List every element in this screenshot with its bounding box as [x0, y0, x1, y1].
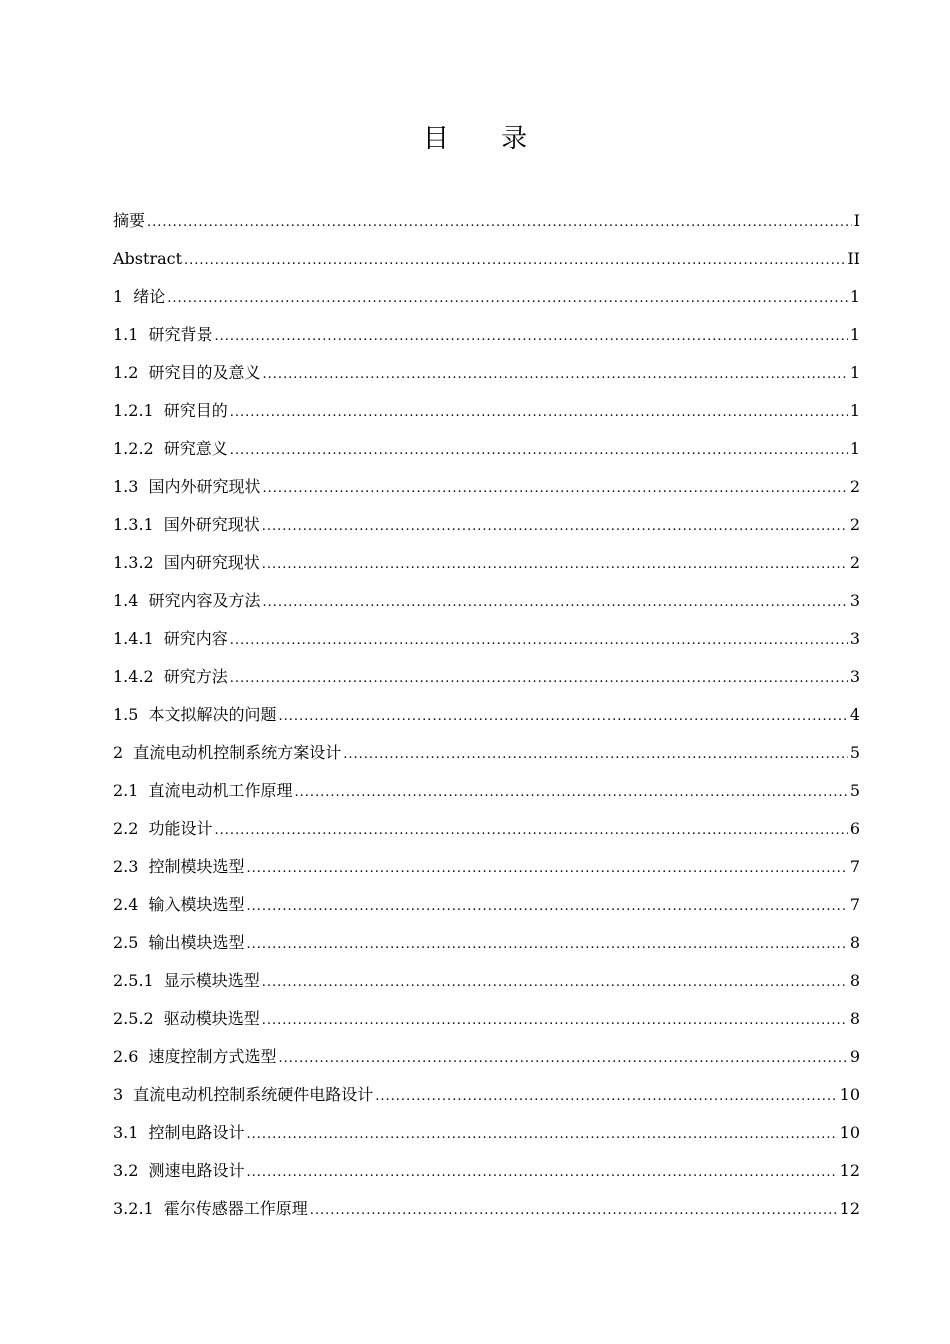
- dot-leader: [214, 318, 847, 356]
- toc-entry-title: 研究目的及意义: [148, 363, 261, 382]
- dot-leader: [246, 1116, 837, 1154]
- toc-entry-number: 2.5: [113, 933, 139, 952]
- toc-entry[interactable]: [113, 354, 860, 392]
- toc-entry-number: 1.2.2: [113, 439, 154, 458]
- toc-entry-title: 研究目的: [163, 401, 228, 420]
- dot-leader: [278, 698, 847, 736]
- toc-entry-title: 国外研究现状: [163, 515, 260, 534]
- dot-leader: [294, 774, 847, 812]
- toc-entry-page-number: 3: [849, 591, 860, 610]
- dot-leader: [262, 470, 847, 508]
- toc-entry-number: 1.3: [113, 477, 139, 496]
- toc-entry-number: 1.2: [113, 363, 139, 382]
- toc-entry-page-number: 9: [849, 1047, 860, 1066]
- toc-entry-page-number: 4: [849, 705, 860, 724]
- toc-entry-title: 霍尔传感器工作原理: [163, 1199, 308, 1218]
- toc-entry-page-number: 10: [839, 1123, 860, 1142]
- toc-entry-page-number: 6: [849, 819, 860, 838]
- dot-leader: [230, 432, 848, 470]
- toc-entry-title: 国内研究现状: [163, 553, 260, 572]
- toc-entry[interactable]: [113, 1190, 860, 1228]
- toc-entry[interactable]: [113, 886, 860, 924]
- toc-entry-page-number: 7: [849, 895, 860, 914]
- toc-entry-title: 研究内容及方法: [148, 591, 261, 610]
- toc-entry-title: 研究内容: [163, 629, 228, 648]
- toc-entry[interactable]: [113, 696, 860, 734]
- toc-entry-page-number: 3: [849, 629, 860, 648]
- toc-entry[interactable]: [113, 316, 860, 354]
- toc-entry-title: 本文拟解决的问题: [148, 705, 277, 724]
- toc-entry[interactable]: [113, 506, 860, 544]
- toc-entry-number: 1.4.2: [113, 667, 154, 686]
- toc-entry-number: 1.4.1: [113, 629, 154, 648]
- toc-entry-title: 控制模块选型: [148, 857, 245, 876]
- dot-leader: [262, 356, 847, 394]
- toc-entry[interactable]: [113, 658, 860, 696]
- dot-leader: [262, 964, 848, 1002]
- dot-leader: [262, 546, 848, 584]
- toc-entry-number: 1.5: [113, 705, 139, 724]
- toc-entry[interactable]: [113, 582, 860, 620]
- toc-entry[interactable]: [113, 1114, 860, 1152]
- toc-entry[interactable]: [113, 962, 860, 1000]
- toc-entry-title: 直流电动机工作原理: [148, 781, 293, 800]
- toc-entry-title: 国内外研究现状: [148, 477, 261, 496]
- dot-leader: [147, 204, 852, 242]
- page-title: 目 录: [422, 124, 550, 154]
- toc-entry-number: 1.3.2: [113, 553, 154, 572]
- toc-entry-title: Abstract: [113, 249, 183, 268]
- toc-entry-page-number: 5: [849, 743, 860, 762]
- toc-entry-number: 1.1: [113, 325, 139, 344]
- toc-entry-page-number: 8: [849, 971, 860, 990]
- toc-entry[interactable]: [113, 810, 860, 848]
- toc-entry-title: 输出模块选型: [148, 933, 245, 952]
- toc-entry-number: 2.5.2: [113, 1009, 154, 1028]
- toc-entry[interactable]: [113, 1000, 860, 1038]
- toc-entry-number: 3: [113, 1085, 124, 1104]
- toc-entry-number: 2.6: [113, 1047, 139, 1066]
- toc-entry[interactable]: [113, 620, 860, 658]
- toc-entry-page-number: 3: [849, 667, 860, 686]
- toc-entry-title: 直流电动机控制系统方案设计: [133, 743, 342, 762]
- toc-entry[interactable]: [113, 430, 860, 468]
- dot-leader: [214, 812, 847, 850]
- toc-entry-page-number: 2: [849, 515, 860, 534]
- toc-entry-page-number: 1: [849, 325, 860, 344]
- dot-leader: [375, 1078, 837, 1116]
- toc-entry-number: 2.5.1: [113, 971, 154, 990]
- toc-entry-title: 驱动模块选型: [163, 1009, 260, 1028]
- toc-entry-page-number: 1: [849, 287, 860, 306]
- toc-entry-number: 3.2: [113, 1161, 139, 1180]
- toc-entry-title: 功能设计: [148, 819, 213, 838]
- toc-entry-number: 2.3: [113, 857, 139, 876]
- toc-entry[interactable]: [113, 468, 860, 506]
- toc-entry-title: 摘要: [113, 211, 146, 230]
- toc-entry-number: 3.2.1: [113, 1199, 154, 1218]
- toc-entry[interactable]: [113, 392, 860, 430]
- dot-leader: [230, 622, 848, 660]
- toc-entry-number: 1.3.1: [113, 515, 154, 534]
- toc-entry-title: 测速电路设计: [148, 1161, 245, 1180]
- toc-entry-page-number: 10: [839, 1085, 860, 1104]
- toc-entry[interactable]: [113, 1038, 860, 1076]
- toc-entry[interactable]: [113, 1076, 860, 1114]
- dot-leader: [262, 1002, 848, 1040]
- dot-leader: [167, 280, 848, 318]
- dot-leader: [310, 1192, 838, 1230]
- dot-leader: [343, 736, 848, 774]
- dot-leader: [246, 888, 847, 926]
- toc-entry-title: 速度控制方式选型: [148, 1047, 277, 1066]
- toc-entry[interactable]: [113, 772, 860, 810]
- toc-entry[interactable]: [113, 240, 860, 278]
- toc-entry-title: 显示模块选型: [163, 971, 260, 990]
- toc-entry-number: 2.1: [113, 781, 139, 800]
- toc-entry-number: 1.4: [113, 591, 139, 610]
- toc-entry-number: 1: [113, 287, 124, 306]
- dot-leader: [246, 850, 847, 888]
- toc-entry-number: 3.1: [113, 1123, 139, 1142]
- toc-entry-page-number: 8: [849, 933, 860, 952]
- toc-entry-page-number: 5: [849, 781, 860, 800]
- toc-entry[interactable]: [113, 544, 860, 582]
- toc-entry[interactable]: [113, 734, 860, 772]
- toc-entry-page-number: 1: [849, 439, 860, 458]
- toc-entry-title: 控制电路设计: [148, 1123, 245, 1142]
- dot-leader: [230, 660, 848, 698]
- dot-leader: [262, 584, 847, 622]
- toc-entry-page-number: 8: [849, 1009, 860, 1028]
- toc-entry-title: 输入模块选型: [148, 895, 245, 914]
- toc-entry-page-number: 2: [849, 553, 860, 572]
- toc-entry-title: 绪论: [133, 287, 166, 306]
- toc-entry[interactable]: [113, 924, 860, 962]
- dot-leader: [246, 1154, 837, 1192]
- toc-entry-title: 研究方法: [163, 667, 228, 686]
- toc-entry-page-number: 12: [839, 1199, 860, 1218]
- dot-leader: [184, 242, 845, 280]
- toc-entry-title: 研究背景: [148, 325, 213, 344]
- toc-entry-title: 研究意义: [163, 439, 228, 458]
- toc-entry-page-number: 12: [839, 1161, 860, 1180]
- toc-entry[interactable]: [113, 848, 860, 886]
- toc-entry[interactable]: [113, 278, 860, 316]
- toc-entry-page-number: 2: [849, 477, 860, 496]
- dot-leader: [246, 926, 847, 964]
- dot-leader: [230, 394, 848, 432]
- toc-entry-number: 2: [113, 743, 124, 762]
- toc-entry-number: 1.2.1: [113, 401, 154, 420]
- toc-entry[interactable]: [113, 1152, 860, 1190]
- toc-entry-number: 2.2: [113, 819, 139, 838]
- toc-entry-page-number: II: [847, 249, 860, 268]
- table-of-contents: [113, 202, 860, 1228]
- toc-entry-number: 2.4: [113, 895, 139, 914]
- toc-entry-page-number: I: [853, 211, 860, 230]
- toc-entry[interactable]: [113, 202, 860, 240]
- toc-entry-title: 直流电动机控制系统硬件电路设计: [133, 1085, 374, 1104]
- toc-entry-page-number: 1: [849, 401, 860, 420]
- toc-entry-page-number: 1: [849, 363, 860, 382]
- dot-leader: [278, 1040, 847, 1078]
- toc-entry-page-number: 7: [849, 857, 860, 876]
- dot-leader: [262, 508, 848, 546]
